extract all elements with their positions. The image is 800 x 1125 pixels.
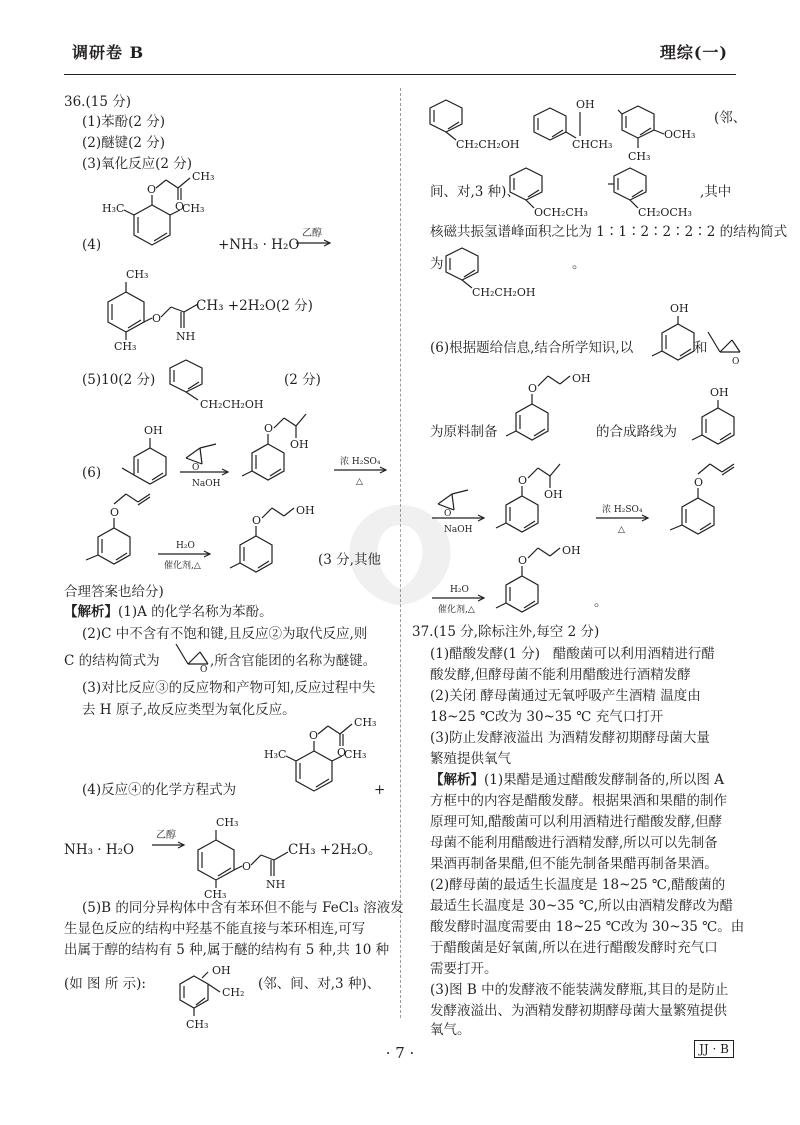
molecule-1-phenylethanol: [532, 96, 622, 156]
svg-text:CH₃: CH₃: [114, 340, 137, 353]
svg-text:OCH₂CH₃: OCH₂CH₃: [534, 206, 588, 219]
svg-text:CH₃: CH₃: [192, 170, 215, 183]
right-wei: 为: [430, 256, 444, 272]
q37-explanation-1e: 果酒再制备果醋,但不能先制备果醋再制备果酒。: [430, 856, 718, 872]
svg-text:△: △: [356, 477, 363, 487]
molecule-phenylethanol-answer: [444, 244, 554, 300]
q36-number: 36.(15 分): [64, 94, 131, 110]
q36-explanation-5e: (邻、间、对,3 种)、: [258, 976, 381, 992]
q36-explanation-tag: 【解析】: [64, 604, 118, 620]
svg-text:催化剂,△: 催化剂,△: [438, 605, 475, 615]
q37-answer-1-text: 醋酸菌可以利用酒精进行醋: [552, 646, 715, 662]
q36-explanation-4-reagent: NH₃ · H₂O: [64, 842, 135, 858]
q37-explanation-tag: 【解析】: [430, 772, 484, 788]
svg-text:CH₃: CH₃: [216, 816, 239, 829]
exam-code: JJ · B: [694, 1040, 734, 1058]
q37-explanation-1a: [430, 772, 724, 788]
svg-text:CH₂CH₂OH: CH₂CH₂OH: [200, 398, 264, 411]
molecule-intermediate-2: [494, 460, 594, 540]
svg-text:O: O: [175, 200, 185, 213]
svg-text:浓 H₂SO₄: 浓 H₂SO₄: [340, 457, 381, 467]
svg-text:NaOH: NaOH: [192, 479, 221, 489]
svg-text:O: O: [518, 474, 528, 487]
svg-text:H₃C: H₃C: [102, 202, 125, 215]
svg-text:O: O: [444, 509, 452, 519]
q37-explanation-2d: 于醋酸菌是好氧菌,所以在进行醋酸发酵时充气口: [430, 940, 718, 956]
svg-text:OH: OH: [572, 372, 591, 385]
q37-explanation-1a-text: (1)果醋是通过醋酸发酵制备的,所以图 A: [484, 772, 724, 788]
reaction-arrow-h2so4-2: [596, 504, 652, 538]
svg-text:OH: OH: [290, 438, 309, 451]
q36-answer-6-label: (6): [82, 465, 102, 481]
molecule-allyl-ether: [80, 490, 156, 570]
svg-text:CH₃: CH₃: [344, 748, 367, 761]
svg-text:催化剂,△: 催化剂,△: [164, 561, 201, 571]
q36-6-intro: (6)根据题给信息,结合所学知识,以: [430, 340, 634, 356]
right-nmr-text: 核磁共振氢谱峰面积之比为 1∶1∶2∶2∶2∶2 的结构简式: [430, 224, 788, 240]
svg-text:CH₂OCH₃: CH₂OCH₃: [638, 206, 692, 219]
svg-text:△: △: [618, 525, 625, 535]
q37-answer-2b: 18~25 ℃改为 30~35 ℃ 充气口打开: [430, 709, 664, 725]
svg-text:H₃C: H₃C: [264, 748, 287, 761]
q36-6-raw-material: 为原料制备: [430, 424, 498, 440]
molecule-phenylethanol: [428, 96, 518, 152]
molecule-epoxide: [174, 638, 210, 675]
q36-6-end: 。: [594, 594, 608, 610]
q36-answer-2: (2)醚键(2 分): [82, 135, 166, 151]
svg-text:O: O: [337, 746, 347, 759]
svg-text:H₂O: H₂O: [450, 585, 469, 595]
q36-answer-3: (3)氧化反应(2 分): [82, 156, 193, 172]
q37-explanation-3b: 发酵液溢出、为酒精发酵初期酵母菌大量繁殖提供: [430, 1003, 727, 1019]
reaction-arrow-epoxide-1: [180, 444, 232, 488]
q36-explanation-2b-post: ,所含官能团的名称为醚键。: [210, 653, 377, 669]
svg-text:O: O: [264, 422, 274, 435]
q36-answer-4-label: (4): [82, 237, 102, 253]
q37-answer-1-label: (1)醋酸发酵(1 分): [430, 646, 541, 662]
svg-text:OH: OH: [296, 504, 315, 517]
molecule-answer-5: [168, 356, 278, 412]
q36-explanation-1-text: (1)A 的化学名称为苯酚。: [118, 604, 273, 620]
svg-text:O: O: [200, 665, 208, 675]
q36-explanation-5c: 出属于醇的结构有 5 种,属于醚的结构有 5 种,共 10 种: [64, 942, 390, 958]
svg-text:O: O: [110, 506, 120, 519]
right-position-note: (邻、: [714, 110, 747, 126]
molecule-product-4: [96, 262, 206, 352]
q37-explanation-1d: 母菌不能利用醋酸进行酒精发酵,所以可以先制备: [430, 835, 718, 851]
q37-explanation-2e: 需要打开。: [430, 961, 498, 977]
q36-explanation-3a: (3)对比反应③的反应物和产物可知,反应过程中失: [82, 680, 376, 696]
q36-explanation-4-plus: +: [374, 782, 386, 798]
q36-answer-5-score: (2 分): [284, 372, 321, 388]
q36-explanation-2a: (2)C 中不含有不饱和键,且反应②为取代反应,则: [82, 626, 368, 642]
svg-text:CHCH₃: CHCH₃: [572, 138, 613, 151]
q36-explanation-5a: (5)B 的同分异构体中含有苯环但不能与 FeCl₃ 溶液发: [82, 900, 404, 916]
reaction-arrow-h2o-2: [432, 584, 488, 618]
q36-answer-4-reagent: +NH₃ · H₂O: [218, 237, 300, 253]
q37-explanation-3a: (3)图 B 中的发酵液不能装满发酵瓶,其目的是防止: [430, 982, 729, 998]
q36-6-and: 和: [694, 340, 708, 356]
q36-explanation-4-condition: 乙醇: [156, 830, 176, 841]
svg-text:O: O: [694, 476, 704, 489]
q36-answer-6-tail: (3 分,其他: [318, 552, 381, 568]
molecule-reactant-4-explanation: [262, 716, 382, 801]
svg-text:CH₃: CH₃: [126, 268, 149, 281]
svg-text:O: O: [518, 554, 528, 567]
svg-text:O: O: [252, 514, 262, 527]
svg-text:CH₂CH₂OH: CH₂CH₂OH: [472, 286, 536, 299]
svg-text:CH₂CH₂OH: CH₂CH₂OH: [456, 138, 520, 151]
q36-explanation-5b: 生显色反应的结构中羟基不能直接与苯环相连,可写: [64, 921, 366, 937]
svg-text:O: O: [147, 183, 157, 196]
molecule-product-4-explanation: [186, 810, 296, 900]
q37-explanation-2b: 最适生长温度是 30~35 ℃,所以由酒精发酵改为醋: [430, 898, 734, 914]
svg-text:O: O: [528, 382, 538, 395]
svg-text:CH₃: CH₃: [354, 716, 377, 729]
q37-answer-3a: (3)防止发酵液溢出 为酒精发酵初期酵母菌大量: [430, 730, 710, 746]
q36-explanation-2b-pre: C 的结构简式为: [64, 653, 160, 669]
molecule-o-cresol: [116, 420, 176, 500]
svg-text:O: O: [242, 860, 252, 873]
right-position-note-2: 间、对,3 种)、: [430, 184, 520, 200]
reaction-arrow-h2o-1: [158, 540, 214, 574]
q36-answer-1: (1)苯酚(2 分): [82, 114, 166, 130]
reaction-arrow-h2so4-1: [334, 456, 390, 490]
q37-explanation-1b: 方框中的内容是醋酸发酵。根据果酒和果醋的制作: [430, 793, 727, 809]
molecule-benzyl-methyl-ether: [608, 164, 698, 224]
molecule-reactant-4: [100, 170, 220, 255]
right-middle-text: ,其中: [700, 184, 732, 200]
q36-6-route-label: 的合成路线为: [596, 424, 677, 440]
page-number: · 7 ·: [385, 1044, 415, 1062]
svg-text:CH₂: CH₂: [222, 986, 245, 999]
molecule-o-cresol-2: [650, 300, 700, 370]
q36-explanation-5d: (如 图 所 示):: [64, 976, 146, 992]
q37-explanation-3c: 氧气。: [430, 1022, 471, 1038]
molecule-phenetole: [508, 164, 598, 224]
molecule-final-product: [494, 540, 594, 620]
svg-text:OH: OH: [544, 488, 563, 501]
svg-text:OH: OH: [562, 544, 581, 557]
molecule-epoxide-2: [706, 326, 742, 366]
q36-explanation-3b: 去 H 原子,故反应类型为氧化反应。: [82, 702, 296, 718]
svg-text:浓 H₂SO₄: 浓 H₂SO₄: [602, 505, 643, 515]
molecule-isomer-alcohol: [176, 962, 256, 1032]
svg-text:H₂O: H₂O: [176, 541, 195, 551]
molecule-o-cresol-3: [690, 384, 740, 454]
q36-answer-6-tail2: 合理答案也给分): [64, 584, 164, 600]
q36-answer-4-product-tail: CH₃ +2H₂O(2 分): [196, 298, 313, 314]
svg-text:CH₃: CH₃: [204, 888, 227, 901]
q37-explanation-2c: 酸发酵时温度需要由 18~25 ℃改为 30~35 ℃。由: [430, 919, 745, 935]
svg-text:O: O: [309, 729, 319, 742]
q36-explanation-1: [64, 604, 273, 620]
svg-text:O: O: [152, 312, 162, 325]
svg-text:CH₃: CH₃: [628, 150, 651, 163]
molecule-product-6: [226, 500, 326, 580]
svg-text:OH: OH: [576, 98, 595, 111]
svg-text:CH₃: CH₃: [186, 1018, 209, 1031]
header-rule: [64, 74, 736, 75]
svg-text:OH: OH: [144, 424, 163, 437]
q37-explanation-2a: (2)酵母菌的最适生长温度是 18~25 ℃,醋酸菌的: [430, 877, 726, 893]
molecule-methylanisole: [618, 96, 708, 168]
q36-answer-5: (5)10(2 分): [82, 372, 156, 388]
svg-text:CH₃: CH₃: [182, 202, 205, 215]
molecule-allyl-ether-2: [664, 460, 740, 540]
svg-text:OH: OH: [670, 302, 689, 315]
q37-answer-1b: 酸发酵,但酵母菌不能利用醋酸进行酒精发酵: [430, 667, 691, 683]
svg-text:O: O: [732, 357, 740, 367]
svg-text:OCH₃: OCH₃: [664, 128, 696, 141]
q36-answer-4-condition: 乙醇: [302, 228, 322, 239]
q37-number: 37.(15 分,除标注外,每空 2 分): [412, 624, 600, 640]
q37-answer-2a: (2)关闭 酵母菌通过无氧呼吸产生酒精 温度由: [430, 688, 701, 704]
svg-text:O: O: [192, 463, 200, 473]
molecule-intermediate-1: [240, 410, 340, 486]
q37-answer-1: [430, 646, 715, 662]
right-period: 。: [572, 256, 586, 272]
svg-text:OH: OH: [212, 964, 231, 977]
svg-text:NaOH: NaOH: [444, 525, 473, 535]
header-subject: 理综(一): [659, 43, 728, 62]
svg-text:NH: NH: [176, 330, 196, 343]
svg-text:OH: OH: [710, 386, 729, 399]
q37-answer-3b: 繁殖提供氧气: [430, 751, 511, 767]
q37-explanation-1c: 原理可知,醋酸菌可以利用酒精进行醋酸发酵,但酵: [430, 814, 723, 830]
q36-explanation-4-tail: CH₃ +2H₂O。: [288, 842, 382, 858]
header-exam-title: 调研卷 B: [72, 43, 145, 62]
reaction-arrow-epoxide-2: [432, 490, 488, 534]
q36-explanation-4-pre: (4)反应④的化学方程式为: [82, 782, 237, 798]
svg-text:NH: NH: [266, 878, 286, 891]
